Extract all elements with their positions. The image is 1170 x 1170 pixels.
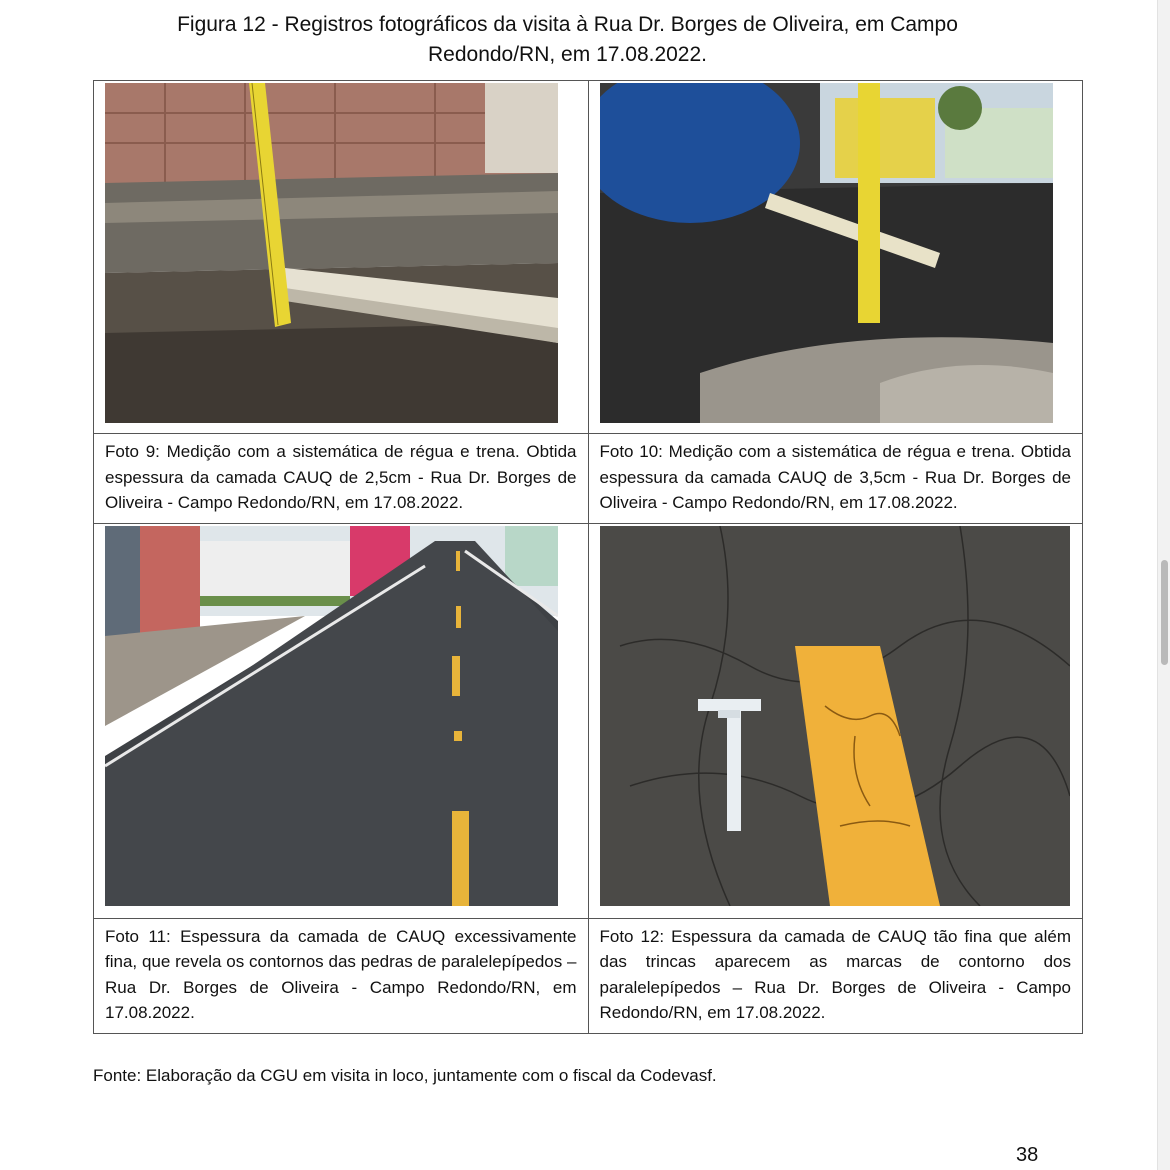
- photo-10-caption: Foto 10: Medição com a sistemática de régua e trena. Obtida espessura da camada CAUQ de 3,5cm - Rua Dr. Borges de Oliveira - Campo Redondo/RN, em 17.08.2022.: [599, 442, 1071, 512]
- scrollbar-thumb[interactable]: [1161, 560, 1168, 665]
- photo-12: [589, 524, 1083, 918]
- caption-cell-11: [94, 918, 589, 1033]
- photo-10: [589, 81, 1083, 433]
- photo-cell-10: [588, 81, 1083, 434]
- caption-cell-9: [94, 434, 589, 524]
- photo-12-image: [600, 526, 1070, 906]
- photo-12-caption: Foto 12: Espessura da camada de CAUQ tão fina que além das trincas aparecem as marcas de contorno dos paralelepípedos – Rua Dr. Borges de Oliveira - Campo Redondo/RN, em 17.08.2022.: [599, 926, 1071, 1022]
- photo-cell-9: [94, 81, 589, 434]
- figure-source: Fonte: Elaboração da CGU em visita in loco, juntamente com o fiscal da Codevasf.: [93, 1066, 717, 1085]
- caption-cell-10: [588, 434, 1083, 524]
- figure-title: [100, 10, 1035, 70]
- photo-11: [94, 524, 588, 918]
- photo-cell-11: [94, 523, 589, 918]
- figure-title-line1: Figura 12 - Registros fotográficos da visita à Rua Dr. Borges de Oliveira, em Campo: [177, 13, 958, 36]
- caption-cell-12: [588, 918, 1083, 1033]
- photo-11-caption: Foto 11: Espessura da camada de CAUQ excessivamente fina, que revela os contornos das pedras de paralelepípedos – Rua Dr. Borges de Oliveira - Campo Redondo/RN, em 17.08.2022.: [105, 926, 577, 1022]
- photo-9: [94, 81, 588, 433]
- photo-10-image: [600, 83, 1053, 423]
- photo-9-caption: Foto 9: Medição com a sistemática de régua e trena. Obtida espessura da camada CAUQ de 2,5cm - Rua Dr. Borges de Oliveira - Campo Redondo/RN, em 17.08.2022.: [105, 442, 577, 512]
- figure-title-line2: Redondo/RN, em 17.08.2022.: [427, 43, 708, 66]
- page-number: 38: [1016, 1144, 1039, 1166]
- photo-grid: [93, 80, 1083, 1034]
- photo-11-image: [105, 526, 558, 906]
- photo-9-image: [105, 83, 558, 423]
- photo-cell-12: [588, 523, 1083, 918]
- vertical-scrollbar[interactable]: [1157, 0, 1170, 1170]
